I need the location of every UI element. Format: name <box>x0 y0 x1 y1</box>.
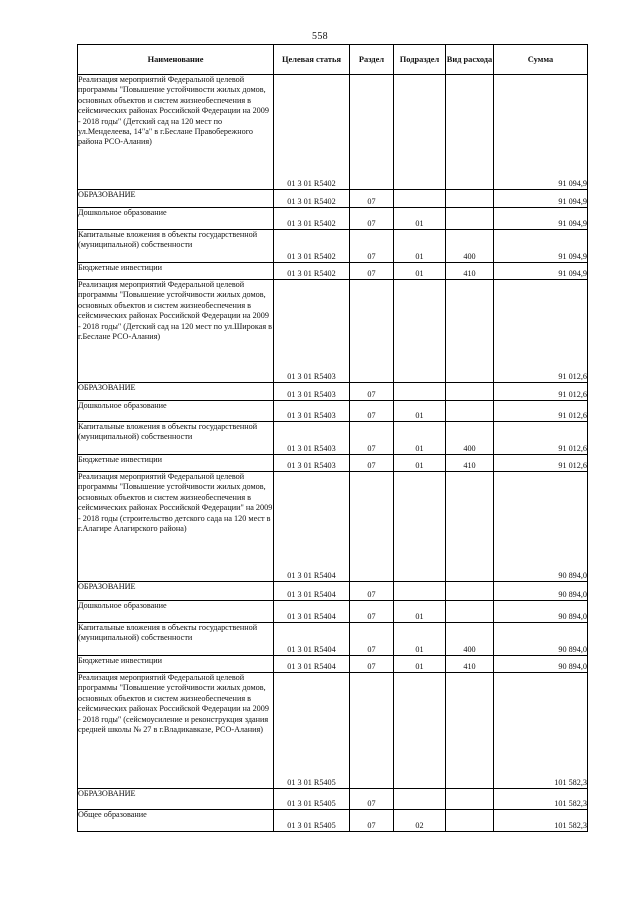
row-subsection <box>394 383 446 401</box>
row-section: 07 <box>350 789 394 810</box>
row-target-article: 01 3 01 R5405 <box>274 789 350 810</box>
row-expense-type <box>446 673 494 789</box>
row-target-article: 01 3 01 R5402 <box>274 190 350 208</box>
row-name: ОБРАЗОВАНИЕ <box>78 789 274 810</box>
table-row <box>78 280 588 383</box>
row-expense-type <box>446 280 494 383</box>
row-subsection <box>394 190 446 208</box>
row-section <box>350 472 394 582</box>
row-section: 07 <box>350 383 394 401</box>
row-expense-type <box>446 789 494 810</box>
row-subsection: 02 <box>394 810 446 832</box>
row-target-article: 01 3 01 R5404 <box>274 582 350 601</box>
row-subsection: 01 <box>394 422 446 455</box>
row-expense-type <box>446 582 494 601</box>
row-subsection <box>394 472 446 582</box>
row-subsection <box>394 280 446 383</box>
table-row <box>78 422 588 455</box>
row-subsection: 01 <box>394 208 446 230</box>
row-subsection <box>394 789 446 810</box>
row-expense-type: 410 <box>446 656 494 673</box>
table-row <box>78 75 588 190</box>
table-row <box>78 789 588 810</box>
column-header-name: Наименование <box>78 45 274 75</box>
row-target-article: 01 3 01 R5404 <box>274 472 350 582</box>
row-section: 07 <box>350 623 394 656</box>
row-subsection <box>394 673 446 789</box>
row-name: Дошкольное образование <box>78 208 274 230</box>
row-section: 07 <box>350 190 394 208</box>
row-name: Реализация мероприятий Федеральной целевой программы "Повышение устойчивости жилых домов, основных объектов и систем жизнеобеспечения в сейсмических районах Российской Федерации на 2009 - 2018 годы" (Детский сад на 120 мест по ул.Широкая в г.Беслане РСО-Алания) <box>78 280 274 383</box>
row-amount: 91 012,6 <box>494 383 588 401</box>
table-row <box>78 673 588 789</box>
table-row <box>78 656 588 673</box>
row-amount: 91 012,6 <box>494 422 588 455</box>
table-row <box>78 383 588 401</box>
row-amount: 101 582,3 <box>494 673 588 789</box>
row-amount: 101 582,3 <box>494 789 588 810</box>
row-subsection: 01 <box>394 623 446 656</box>
row-name: Бюджетные инвестиции <box>78 263 274 280</box>
row-expense-type: 400 <box>446 422 494 455</box>
row-subsection <box>394 582 446 601</box>
row-section: 07 <box>350 656 394 673</box>
table-body <box>78 75 588 832</box>
row-target-article: 01 3 01 R5404 <box>274 656 350 673</box>
row-target-article: 01 3 01 R5402 <box>274 75 350 190</box>
row-expense-type <box>446 601 494 623</box>
row-amount: 91 094,9 <box>494 75 588 190</box>
row-amount: 90 894,0 <box>494 656 588 673</box>
row-expense-type <box>446 75 494 190</box>
row-expense-type <box>446 810 494 832</box>
row-target-article: 01 3 01 R5402 <box>274 263 350 280</box>
row-amount: 90 894,0 <box>494 601 588 623</box>
row-amount: 90 894,0 <box>494 472 588 582</box>
row-name: ОБРАЗОВАНИЕ <box>78 383 274 401</box>
row-amount: 91 094,9 <box>494 208 588 230</box>
row-target-article: 01 3 01 R5403 <box>274 280 350 383</box>
column-header-article: Целевая статья <box>274 45 350 75</box>
row-section: 07 <box>350 401 394 422</box>
column-header-subsection: Подраздел <box>394 45 446 75</box>
row-section <box>350 75 394 190</box>
row-name: Бюджетные инвестиции <box>78 455 274 472</box>
row-target-article: 01 3 01 R5403 <box>274 401 350 422</box>
row-section <box>350 673 394 789</box>
row-target-article: 01 3 01 R5403 <box>274 455 350 472</box>
table-row <box>78 472 588 582</box>
row-expense-type: 400 <box>446 623 494 656</box>
table-row <box>78 623 588 656</box>
row-name: Капитальные вложения в объекты государственной (муниципальной) собственности <box>78 623 274 656</box>
row-name: Дошкольное образование <box>78 401 274 422</box>
row-section: 07 <box>350 455 394 472</box>
row-section: 07 <box>350 422 394 455</box>
row-amount: 90 894,0 <box>494 582 588 601</box>
row-section: 07 <box>350 810 394 832</box>
row-name: Капитальные вложения в объекты государственной (муниципальной) собственности <box>78 422 274 455</box>
row-name: Бюджетные инвестиции <box>78 656 274 673</box>
row-section <box>350 280 394 383</box>
column-header-expense-type: Вид расхода <box>446 45 494 75</box>
row-target-article: 01 3 01 R5405 <box>274 810 350 832</box>
row-subsection: 01 <box>394 455 446 472</box>
table-row <box>78 455 588 472</box>
row-amount: 91 094,9 <box>494 230 588 263</box>
header-row <box>78 45 588 75</box>
row-amount: 91 012,6 <box>494 455 588 472</box>
row-section: 07 <box>350 230 394 263</box>
table-row <box>78 582 588 601</box>
row-amount: 91 094,9 <box>494 263 588 280</box>
table-row <box>78 401 588 422</box>
row-subsection: 01 <box>394 656 446 673</box>
column-header-section: Раздел <box>350 45 394 75</box>
page-number: 558 <box>312 31 328 42</box>
row-expense-type: 410 <box>446 263 494 280</box>
row-name: Реализация мероприятий Федеральной целевой программы "Повышение устойчивости жилых домов, основных объектов и систем жизнеобеспечения в сейсмических районах Российской Федерации на 2009 - 2018 годы" (Детский сад на 120 мест по ул.Менделеева, 14"а" в г.Беслане Правобережного района РСО-Алания) <box>78 75 274 190</box>
row-section: 07 <box>350 601 394 623</box>
row-name: Реализация мероприятий Федеральной целевой программы "Повышение устойчивости жилых домов, основных объектов и систем жизнеобеспечения в сейсмических районах Российской Федерации" на 2009 - 2018 годы (строительство детского сада на 120 мест в г.Алагире Алагирского района) <box>78 472 274 582</box>
row-expense-type <box>446 401 494 422</box>
row-subsection: 01 <box>394 601 446 623</box>
row-amount: 90 894,0 <box>494 623 588 656</box>
row-subsection: 01 <box>394 401 446 422</box>
row-section: 07 <box>350 263 394 280</box>
row-subsection: 01 <box>394 230 446 263</box>
row-expense-type: 400 <box>446 230 494 263</box>
row-name: Капитальные вложения в объекты государственной (муниципальной) собственности <box>78 230 274 263</box>
row-section: 07 <box>350 208 394 230</box>
budget-table <box>77 44 588 832</box>
row-expense-type: 410 <box>446 455 494 472</box>
row-expense-type <box>446 383 494 401</box>
row-subsection: 01 <box>394 263 446 280</box>
row-expense-type <box>446 208 494 230</box>
row-section: 07 <box>350 582 394 601</box>
row-expense-type <box>446 190 494 208</box>
row-name: ОБРАЗОВАНИЕ <box>78 190 274 208</box>
table-row <box>78 810 588 832</box>
row-amount: 91 012,6 <box>494 401 588 422</box>
table-row <box>78 190 588 208</box>
row-target-article: 01 3 01 R5405 <box>274 673 350 789</box>
table-row <box>78 230 588 263</box>
row-target-article: 01 3 01 R5402 <box>274 230 350 263</box>
row-target-article: 01 3 01 R5404 <box>274 623 350 656</box>
row-name: ОБРАЗОВАНИЕ <box>78 582 274 601</box>
table-row <box>78 263 588 280</box>
row-amount: 91 012,6 <box>494 280 588 383</box>
row-target-article: 01 3 01 R5402 <box>274 208 350 230</box>
row-amount: 91 094,9 <box>494 190 588 208</box>
table-row <box>78 601 588 623</box>
table-row <box>78 208 588 230</box>
row-name: Общее образование <box>78 810 274 832</box>
row-target-article: 01 3 01 R5404 <box>274 601 350 623</box>
row-target-article: 01 3 01 R5403 <box>274 383 350 401</box>
row-subsection <box>394 75 446 190</box>
row-target-article: 01 3 01 R5403 <box>274 422 350 455</box>
column-header-amount: Сумма <box>494 45 588 75</box>
row-name: Дошкольное образование <box>78 601 274 623</box>
row-amount: 101 582,3 <box>494 810 588 832</box>
row-name: Реализация мероприятий Федеральной целевой программы "Повышение устойчивости жилых домов, основных объектов и систем жизнеобеспечения в сейсмических районах Российской Федерации на 2009 - 2018 годы" (сейсмоусиление и реконструкция здания средней школы № 27 в г.Владикавказе, РСО-Алания) <box>78 673 274 789</box>
row-expense-type <box>446 472 494 582</box>
